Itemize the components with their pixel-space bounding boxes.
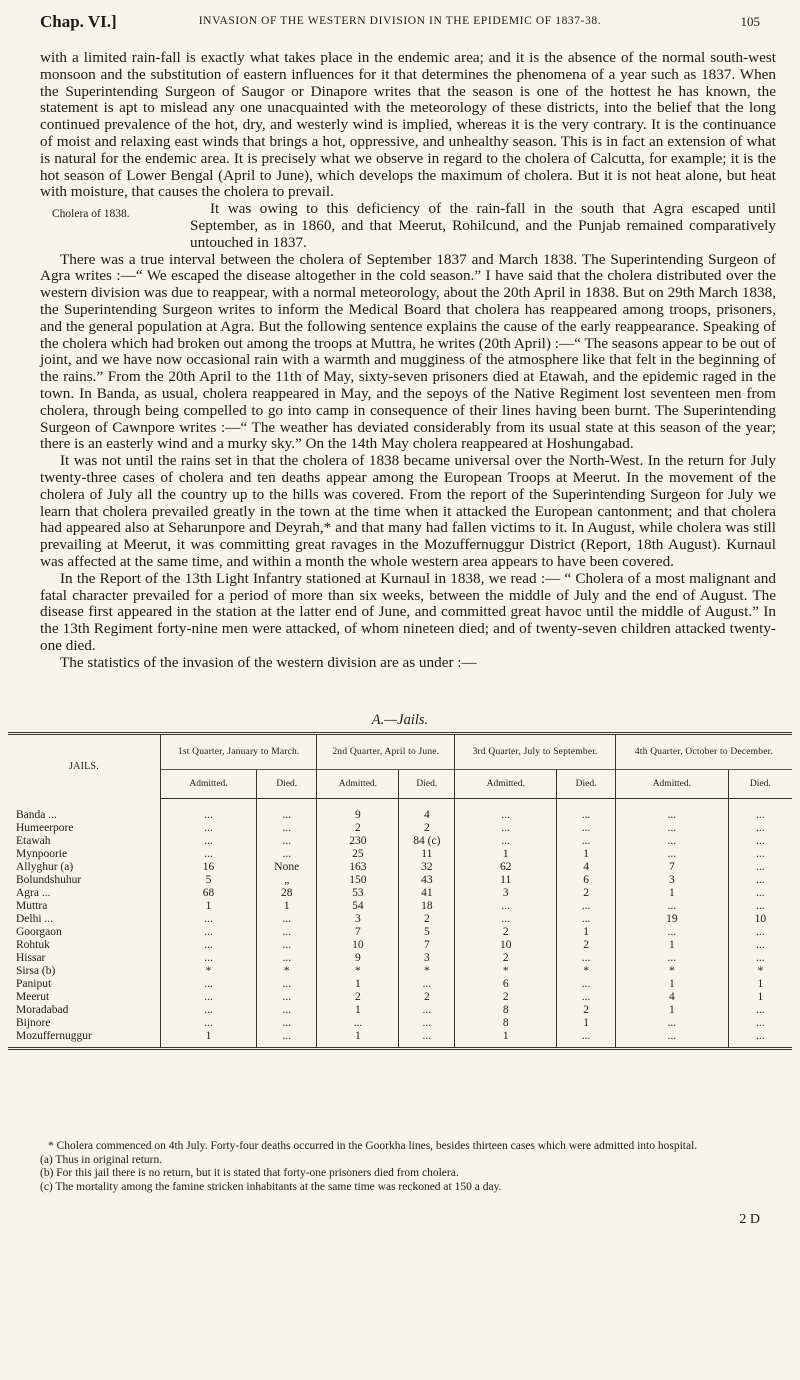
jail-name: Mynpoorie xyxy=(16,848,68,861)
column-header: Admitted. xyxy=(455,770,557,799)
table-row xyxy=(8,874,792,887)
table-cell: ... xyxy=(557,822,616,835)
column-header: Admitted. xyxy=(317,770,399,799)
table-cell: ... xyxy=(615,848,728,861)
table-cell: * xyxy=(728,965,792,978)
table-row xyxy=(8,913,792,926)
table-cell: 10 xyxy=(728,913,792,926)
quarter-header: 2nd Quarter, April to June. xyxy=(317,734,455,770)
table-cell: 25 xyxy=(317,848,399,861)
table-cell: 150 xyxy=(317,874,399,887)
table-cell: 1 xyxy=(317,978,399,991)
table-row xyxy=(8,991,792,1004)
table-cell: ... xyxy=(257,1017,317,1030)
table-cell: 6 xyxy=(557,874,616,887)
jail-name: Goorgaon xyxy=(16,926,62,939)
table-cell: 1 xyxy=(317,1030,399,1049)
page-header xyxy=(40,12,760,38)
table-cell: ... xyxy=(557,978,616,991)
table-cell: ... xyxy=(455,822,557,835)
jails-table-body xyxy=(8,799,792,1049)
table-cell: ... xyxy=(615,822,728,835)
table-cell: 2 xyxy=(399,822,455,835)
table-cell: 1 xyxy=(455,1030,557,1049)
quarter-header: 3rd Quarter, July to September. xyxy=(455,734,616,770)
table-cell: 1 xyxy=(455,848,557,861)
table-cell: 53 xyxy=(317,887,399,900)
table-cell: ... xyxy=(728,926,792,939)
jail-name: Meerut xyxy=(16,991,50,1004)
table-cell: 84 (c) xyxy=(399,835,455,848)
jail-name: Bolundshuhur xyxy=(16,874,82,887)
table-cell: ... xyxy=(257,1030,317,1049)
table-cell: 1 xyxy=(728,991,792,1004)
table-cell: ... xyxy=(399,978,455,991)
footnote: (a) Thus in original return. xyxy=(40,1153,163,1166)
jail-name: Muttra xyxy=(16,900,48,913)
table-cell: ... xyxy=(455,913,557,926)
table-cell: ... xyxy=(615,900,728,913)
jails-header: JAILS. xyxy=(69,760,99,772)
table-cell: ... xyxy=(455,799,557,823)
paragraph: It was owing to this deficiency of the rain-fall in the south that Agra escaped until September, as in 1860, and that Meerut, Rohilcund, and the Punjab remained comparatively untouched in 1837. xyxy=(190,200,776,251)
table-row xyxy=(8,1030,792,1049)
table-cell: 7 xyxy=(317,926,399,939)
table-cell: 41 xyxy=(399,887,455,900)
column-header: Died. xyxy=(399,770,455,799)
table-row xyxy=(8,1017,792,1030)
jail-name: Delhi ... xyxy=(16,913,54,926)
table-row xyxy=(8,799,792,823)
table-cell: * xyxy=(317,965,399,978)
jail-name: Bijnore xyxy=(16,1017,51,1030)
table-cell: ... xyxy=(161,913,257,926)
table-cell: 4 xyxy=(399,799,455,823)
table-row xyxy=(8,965,792,978)
table-cell: 11 xyxy=(455,874,557,887)
table-cell: 1 xyxy=(615,939,728,952)
table-cell: 1 xyxy=(615,887,728,900)
table-cell: ... xyxy=(257,835,317,848)
jail-name: Sirsa (b) xyxy=(16,965,56,978)
table-cell: ... xyxy=(257,978,317,991)
table-cell: ... xyxy=(728,848,792,861)
jail-name: Agra ... xyxy=(16,887,51,900)
table-cell: 2 xyxy=(455,991,557,1004)
table-row xyxy=(8,848,792,861)
table-cell: 43 xyxy=(399,874,455,887)
table-cell: ... xyxy=(728,799,792,823)
table-cell: ... xyxy=(257,848,317,861)
table-cell: 9 xyxy=(317,799,399,823)
table-row xyxy=(8,978,792,991)
table-cell: ... xyxy=(161,1017,257,1030)
jail-name: Allyghur (a) xyxy=(16,861,74,874)
table-cell: 18 xyxy=(399,900,455,913)
table-cell: 1 xyxy=(161,1030,257,1049)
footnote: * Cholera commenced on 4th July. Forty-four deaths occurred in the Goorkha lines, besides thirteen cases which were admitted into hospital. xyxy=(48,1140,698,1152)
table-cell: 2 xyxy=(317,991,399,1004)
running-title: INVASION OF THE WESTERN DIVISION IN THE EPIDEMIC OF 1837-38. xyxy=(198,15,602,27)
table-cell: 2 xyxy=(557,939,616,952)
table-row xyxy=(8,835,792,848)
jail-name: Hissar xyxy=(16,952,46,965)
table-cell: ... xyxy=(317,1017,399,1030)
table-cell: 54 xyxy=(317,900,399,913)
table-cell: ... xyxy=(728,1017,792,1030)
jail-name: Banda ... xyxy=(16,809,57,822)
table-cell: 7 xyxy=(399,939,455,952)
table-cell: ... xyxy=(728,1004,792,1017)
table-cell: ... xyxy=(399,1017,455,1030)
quarter-header: 4th Quarter, October to December. xyxy=(615,734,792,770)
table-cell: 2 xyxy=(455,926,557,939)
table-cell: 3 xyxy=(455,887,557,900)
table-cell: 3 xyxy=(399,952,455,965)
table-cell: ... xyxy=(399,1004,455,1017)
table-cell: 19 xyxy=(615,913,728,926)
table-cell: 2 xyxy=(317,822,399,835)
table-cell: 2 xyxy=(455,952,557,965)
table-cell: ... xyxy=(728,887,792,900)
table-cell: ... xyxy=(615,835,728,848)
jail-name: Paniput xyxy=(16,978,52,991)
table-cell: 4 xyxy=(615,991,728,1004)
page-number: 105 xyxy=(740,14,760,29)
table-cell: ... xyxy=(257,939,317,952)
body-text xyxy=(40,50,776,671)
table-cell: ... xyxy=(557,913,616,926)
table-cell: ... xyxy=(728,861,792,874)
table-cell: ... xyxy=(728,1030,792,1049)
table-cell: 10 xyxy=(317,939,399,952)
table-cell: 8 xyxy=(455,1004,557,1017)
table-cell: ... xyxy=(728,900,792,913)
table-cell: ... xyxy=(257,991,317,1004)
table-cell: 1 xyxy=(728,978,792,991)
table-cell: ... xyxy=(615,1017,728,1030)
table-cell: 2 xyxy=(399,991,455,1004)
table-cell: ... xyxy=(257,952,317,965)
table-cell: ... xyxy=(455,900,557,913)
table-cell: ... xyxy=(257,1004,317,1017)
table-cell: ... xyxy=(728,874,792,887)
chapter-label: Chap. VI.] xyxy=(40,12,117,31)
table-cell: ... xyxy=(728,952,792,965)
paragraph: with a limited rain-fall is exactly what takes place in the endemic area; and it is the absence of the normal south-west monsoon and the substitution of eastern influences for it that determines the phenomena of a year such as 1837. When the Superintending Surgeon of Saugor or Dinapore writes that the season is one of the hottest he has known, the statement is apt to mislead any one unacquainted with the meteorology of these districts, into the belief that the long continued prevalence of the hot, dry, and westerly wind is implied, whereas it is the very contrary. It is the continuance of moist and relaxing east winds that brings a hot, oppressive, and unhealthy season. This is in fact an extension of what is natural for the endemic area. It is precisely what we observe in regard to the cholera of Calcutta, for example; it is the hot season of Lower Bengal (April to June), which develops the maximum of cholera. But it is not heat alone, but heat with moisture, that causes the cholera to prevail. xyxy=(40,49,776,201)
table-row xyxy=(8,952,792,965)
table-cell: ... xyxy=(257,799,317,823)
table-cell: ... xyxy=(161,835,257,848)
table-cell: * xyxy=(615,965,728,978)
table-cell: ... xyxy=(399,1030,455,1049)
table-cell: 9 xyxy=(317,952,399,965)
table-cell: * xyxy=(557,965,616,978)
table-row xyxy=(8,861,792,874)
table-cell: ... xyxy=(728,939,792,952)
column-header: Died. xyxy=(557,770,616,799)
table-cell: ... xyxy=(615,952,728,965)
table-cell: 1 xyxy=(615,978,728,991)
table-cell: ... xyxy=(557,900,616,913)
table-caption: A.—Jails. xyxy=(371,712,429,728)
footnotes xyxy=(28,1140,772,1194)
footnote: (c) The mortality among the famine stricken inhabitants at the same time was reckoned at 150 a day. xyxy=(40,1180,502,1193)
margin-note: Cholera of 1838. xyxy=(52,208,130,221)
table-cell: ... xyxy=(257,822,317,835)
table-cell: ... xyxy=(557,991,616,1004)
table-cell: * xyxy=(161,965,257,978)
table-cell: ... xyxy=(161,926,257,939)
table-cell: ... xyxy=(615,1030,728,1049)
table-cell: 5 xyxy=(399,926,455,939)
table-cell: 2 xyxy=(557,1004,616,1017)
table-row xyxy=(8,887,792,900)
table-cell: 3 xyxy=(615,874,728,887)
table-cell: 3 xyxy=(317,913,399,926)
table-cell: 4 xyxy=(557,861,616,874)
table-cell: ... xyxy=(161,952,257,965)
table-cell: 28 xyxy=(257,887,317,900)
table-row xyxy=(8,900,792,913)
column-header: Admitted. xyxy=(161,770,257,799)
table-cell: ... xyxy=(728,835,792,848)
table-cell: ... xyxy=(557,952,616,965)
table-cell: ... xyxy=(257,926,317,939)
table-cell: ... xyxy=(728,822,792,835)
paragraph: The statistics of the invasion of the western division are as under :— xyxy=(60,653,477,671)
table-cell: ... xyxy=(161,822,257,835)
table-cell: 11 xyxy=(399,848,455,861)
table-cell: ... xyxy=(161,848,257,861)
table-cell: 1 xyxy=(615,1004,728,1017)
table-cell: ... xyxy=(615,799,728,823)
table-cell: 6 xyxy=(455,978,557,991)
table-cell: 5 xyxy=(161,874,257,887)
table-cell: 32 xyxy=(399,861,455,874)
table-row xyxy=(8,1004,792,1017)
jail-name: Moradabad xyxy=(16,1004,69,1017)
table-cell: 1 xyxy=(161,900,257,913)
table-cell: 10 xyxy=(455,939,557,952)
jail-name: Etawah xyxy=(16,835,51,848)
table-cell: ... xyxy=(557,1030,616,1049)
table-cell: ... xyxy=(557,799,616,823)
table-row xyxy=(8,822,792,835)
table-cell: 1 xyxy=(557,848,616,861)
table-row xyxy=(8,926,792,939)
table-cell: None xyxy=(257,861,317,874)
table-cell: 16 xyxy=(161,861,257,874)
paragraph: It was not until the rains set in that the cholera of 1838 became universal over the North-West. In the return for July twenty-three cases of cholera and ten deaths appear among the European Troops at Meerut. In the movement of the cholera of July all the country up to the hills was covered. From the report of the Superintending Surgeon for July we learn that cholera prevailed greatly in the town at the time when it attacked the European cantonment; and that cholera had appeared also at Seharunpore and Deyrah,* and that many had fallen victims to it. In August, while cholera was still prevailing at Meerut, it was committing great ravages in the Mozuffernuggur District (Report, 18th August). Kurnaul was affected at the same time, and within a month the whole western area appears to have been covered. xyxy=(40,452,776,570)
jail-name: Rohtuk xyxy=(16,939,50,952)
table-cell: * xyxy=(257,965,317,978)
table-cell: ... xyxy=(161,978,257,991)
table-cell: * xyxy=(455,965,557,978)
table-cell: 7 xyxy=(615,861,728,874)
footnote: (b) For this jail there is no return, but it is stated that forty-one prisoners died from cholera. xyxy=(40,1167,459,1179)
column-header: Admitted. xyxy=(615,770,728,799)
table-cell: ... xyxy=(455,835,557,848)
table-cell: ... xyxy=(161,939,257,952)
table-cell: 1 xyxy=(557,1017,616,1030)
jails-table-section xyxy=(8,712,792,1050)
jail-name: Mozuffernuggur xyxy=(16,1030,92,1043)
jail-name: Humeerpore xyxy=(16,822,74,835)
table-cell: 2 xyxy=(557,887,616,900)
table-cell: „ xyxy=(257,874,317,887)
table-cell: ... xyxy=(257,913,317,926)
table-cell: 163 xyxy=(317,861,399,874)
table-cell: ... xyxy=(161,799,257,823)
table-cell: 68 xyxy=(161,887,257,900)
table-cell: 1 xyxy=(317,1004,399,1017)
table-cell: 1 xyxy=(557,926,616,939)
quarter-header: 1st Quarter, January to March. xyxy=(161,734,317,770)
table-cell: 62 xyxy=(455,861,557,874)
column-header: Died. xyxy=(257,770,317,799)
table-cell: 2 xyxy=(399,913,455,926)
table-cell: 230 xyxy=(317,835,399,848)
table-cell: ... xyxy=(161,1004,257,1017)
table-cell: ... xyxy=(557,835,616,848)
table-cell: ... xyxy=(161,991,257,1004)
table-cell: ... xyxy=(615,926,728,939)
table-cell: 1 xyxy=(257,900,317,913)
table-cell: 8 xyxy=(455,1017,557,1030)
table-row xyxy=(8,939,792,952)
signature-mark: 2 D xyxy=(739,1212,760,1227)
paragraph: In the Report of the 13th Light Infantry stationed at Kurnaul in 1838, we read :— “ Cholera of a most malignant and fatal character prevailed for a period of more than six weeks, between the middle of July and the end of August. The disease first appeared in the station at the latter end of June, and committed great havoc until the middle of August.” In the 13th Regiment forty-nine men were attacked, of whom nineteen died; and of twenty-seven children attacked twenty-one died. xyxy=(40,569,776,654)
column-header: Died. xyxy=(728,770,792,799)
paragraph: There was a true interval between the cholera of September 1837 and March 1838. The Superintending Surgeon of Agra writes :—“ We escaped the disease altogether in the cold season.” I have said that the cholera distributed over the western division was due to reappear, with a normal meteorology, about the 20th April in 1838. But on 29th March 1838, the Superintending Surgeon writes to inform the Medical Board that cholera has reappeared among troops, prisoners, and the general population at Agra. But the following sentence explains the cause of the early reappearance. Speaking of the cholera which had broken out among the troops at Muttra, he writes (20th April) :—“ The seasons appear to be out of joint, and we have now occasional rain with a warmth and mugginess of the atmosphere like that felt in the beginning of the rains.” From the 20th April to the 11th of May, sixty-seven prisoners died at Etawah, and the epidemic raged in the town. In Banda, as usual, cholera reappeared in May, and the sepoys of the Native Regiment lost seventeen men from cholera, through being compelled to go into camp in consequence of their lines having been burnt. The Superintending Surgeon of Cawnpore writes :—“ The weather has deviated considerably from its usual state at this season of the year; there is an easterly wind and a murky sky.” On the 14th May cholera reappeared at Hoshungabad. xyxy=(40,250,776,453)
jails-table xyxy=(8,732,792,1050)
table-cell: * xyxy=(399,965,455,978)
